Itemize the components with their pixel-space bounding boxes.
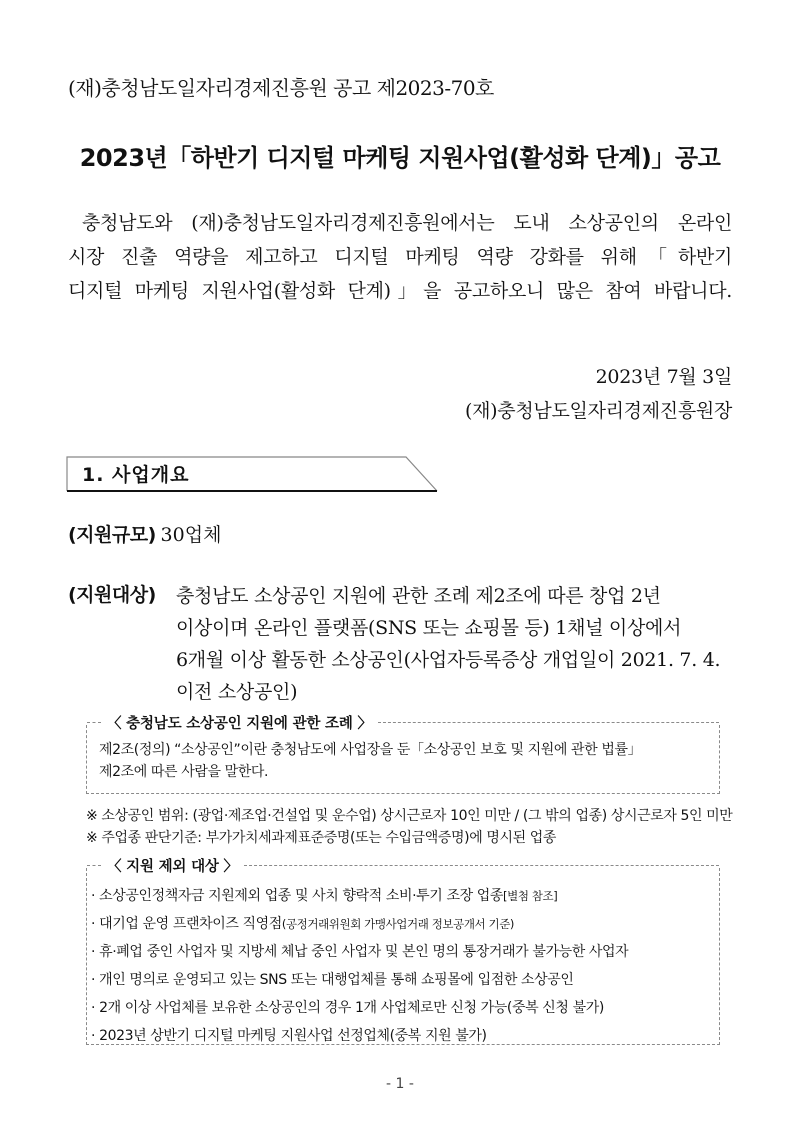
divider [87, 722, 101, 723]
support-target-label: (지원대상) [68, 584, 156, 606]
ordinance-box-title-bar [87, 712, 719, 732]
note-item: ※ 소상공인 범위: (광업·제조업·건설업 및 운수업) 상시근로자 10인 미만 / (그 밖의 업종) 상시근로자 5인 미만 [86, 808, 733, 824]
support-target-line: 6개월 이상 활동한 소상공인(사업자등록증상 개업일이 2021. 7. 4. [176, 649, 721, 671]
exclusion-box-title: 〈 지원 제외 대상 〉 [107, 858, 238, 875]
exclusion-box-title-bar [87, 855, 719, 875]
ordinance-box [86, 715, 720, 794]
section-heading: 1. 사업개요 [82, 464, 190, 486]
ordinance-box-title: 〈 충청남도 소상공인 지원에 관한 조례 〉 [107, 715, 372, 732]
exclusion-item [91, 910, 628, 938]
notes [86, 805, 732, 849]
exclusion-box-body [91, 882, 628, 1050]
support-target-line: 이전 소상공인) [176, 681, 298, 703]
divider [87, 865, 101, 866]
exclusion-box [86, 858, 720, 1045]
intro-paragraph [68, 206, 732, 308]
support-scale-row [68, 520, 221, 547]
exclusion-item [91, 966, 628, 994]
support-target-line: 충청남도 소상공인 지원에 관한 조례 제2조에 따른 창업 2년 [176, 585, 661, 607]
intro-line: 디지털 마케팅 지원사업(활성화 단계)」을 공고하오니 많은 참여 바랍니다. [68, 280, 732, 302]
exclusion-item-text: · 대기업 운영 프랜차이즈 직영점 [91, 916, 282, 932]
issuer-name: (재)충청남도일자리경제진흥원장 [465, 400, 732, 422]
document-title: 2023년「하반기 디지털 마케팅 지원사업(활성화 단계)」공고 [79, 144, 721, 172]
exclusion-item-text: · 2개 이상 사업체를 보유한 소상공인의 경우 1개 사업체로만 신청 가능(중복 신청 불가) [91, 1000, 604, 1016]
exclusion-item [91, 938, 628, 966]
exclusion-item [91, 994, 628, 1022]
support-scale-value: 30업체 [160, 524, 222, 546]
exclusion-item [91, 882, 628, 910]
exclusion-item-note: [별첨 참조] [503, 889, 558, 903]
exclusion-item-text: · 소상공인정책자금 지원제외 업종 및 사치 향락적 소비·투기 조장 업종 [91, 888, 504, 904]
ordinance-box-body [99, 739, 641, 783]
section-header-overview [66, 456, 438, 492]
notice-date: 2023년 7월 3일 [595, 366, 732, 388]
exclusion-item-text: · 개인 명의로 운영되고 있는 SNS 또는 대행업체를 통해 쇼핑몰에 입점한 소상공인 [91, 972, 574, 988]
notice-number: (재)충청남도일자리경제진흥원 공고 제2023-70호 [68, 76, 494, 100]
exclusion-item-note: (공정거래위원회 가맹사업거래 정보공개서 기준) [281, 917, 514, 931]
divider [244, 865, 719, 866]
intro-line: 시장 진출 역량을 제고하고 디지털 마케팅 역량 강화를 위해「하반기 [68, 246, 732, 268]
note-item: ※ 주업종 판단기준: 부가가치세과제표준증명(또는 수입금액증명)에 명시된 업종 [86, 830, 557, 846]
ordinance-line: 제2조(정의) “소상공인”이란 충청남도에 사업장을 둔「소상공인 보호 및 지원에 관한 법률」 [99, 742, 642, 758]
exclusion-item [91, 1022, 628, 1050]
exclusion-item-text: · 2023년 상반기 디지털 마케팅 지원사업 선정업체(중복 지원 불가) [91, 1028, 487, 1044]
exclusion-item-text: · 휴·폐업 중인 사업자 및 지방세 체납 중인 사업자 및 본인 명의 통장거래가 불가능한 사업자 [91, 944, 629, 960]
divider [378, 722, 719, 723]
page-number: - 1 - [386, 1076, 414, 1092]
intro-line: 충청남도와 (재)충청남도일자리경제진흥원에서는 도내 소상공인의 온라인 [82, 212, 732, 234]
support-scale-label: (지원규모) [68, 524, 156, 546]
support-target-value [176, 580, 736, 708]
support-target-line: 이상이며 온라인 플랫폼(SNS 또는 쇼핑몰 등) 1채널 이상에서 [176, 617, 682, 639]
ordinance-line: 제2조에 따른 사람을 말한다. [99, 764, 269, 780]
